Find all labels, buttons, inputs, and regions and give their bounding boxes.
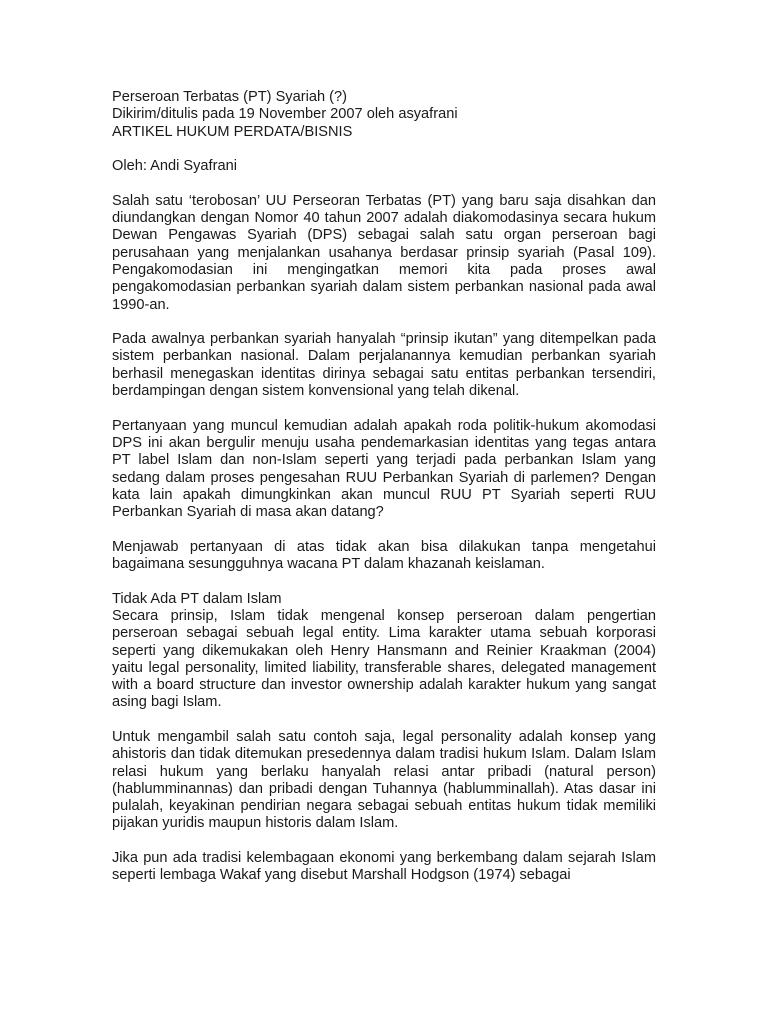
spacer xyxy=(112,175,656,192)
paragraph: Pertanyaan yang muncul kemudian adalah apakah roda politik-hukum akomodasi DPS ini akan bergulir menuju usaha pendemarkasian identitas yang tegas antara PT label Islam dan non-Islam seperti yang terjadi pada perbankan Islam yang sedang dalam proses pengesahan RUU Perbankan Syariah di parlemen? Dengan kata lain apakah dimungkinkan akan muncul RUU PT Syariah seperti RUU Perbankan Syariah di masa akan datang? xyxy=(112,417,656,521)
paragraph: Untuk mengambil salah satu contoh saja, legal personality adalah konsep yang ahistoris dan tidak ditemukan presedennya dalam tradisi hukum Islam. Dalam Islam relasi hukum yang berlaku hanyalah relasi antar pribadi (natural person) (hablumminannas) dan pribadi dengan Tuhannya (hablumminallah). Atas dasar ini pulalah, keyakinan pendirian negara sebagai sebuah entitas hukum tidak memiliki pijakan yuridis maupun historis dalam Islam. xyxy=(112,728,656,832)
spacer xyxy=(112,141,656,158)
spacer xyxy=(112,712,656,729)
article-author: Oleh: Andi Syafrani xyxy=(112,158,237,175)
section-heading: Tidak Ada PT dalam Islam xyxy=(112,590,282,607)
paragraph: Secara prinsip, Islam tidak mengenal konsep perseroan dalam pengertian perseroan sebagai sebuah legal entity. Lima karakter utama sebuah korporasi seperti yang dikemukakan oleh Henry Hansmann and Reinier Kraakman (2004) yaitu legal personality, limited liability, transferable shares, delegated management with a board structure dan investor ownership adalah karakter hukum yang sangat asing bagi Islam. xyxy=(112,607,656,711)
article-header xyxy=(112,89,656,141)
spacer xyxy=(112,573,656,590)
spacer xyxy=(112,833,656,850)
paragraph: Salah satu ‘terobosan’ UU Perseoran Terbatas (PT) yang baru saja disahkan dan diundangkan dengan Nomor 40 tahun 2007 adalah diakomodasinya secara hukum Dewan Pengawas Syariah (DPS) sebagai salah satu organ perseroan bagi perusahaan yang menjalankan usahanya berdasar prinsip syariah (Pasal 109). Pengakomodasian ini mengingatkan memori kita pada proses awal pengakomodasian perbankan syariah dalam sistem perbankan nasional pada awal 1990-an. xyxy=(112,192,656,313)
spacer xyxy=(112,400,656,417)
spacer xyxy=(112,521,656,538)
spacer xyxy=(112,314,656,331)
paragraph: Pada awalnya perbankan syariah hanyalah “prinsip ikutan” yang ditempelkan pada sistem perbankan nasional. Dalam perjalanannya kemudian perbankan syariah berhasil menegaskan identitas dirinya sebagai satu entitas perbankan tersendiri, berdampingan dengan sistem konvensional yang telah dikenal. xyxy=(112,331,656,400)
posted-info: Dikirim/ditulis pada 19 November 2007 oleh asyafrani xyxy=(112,106,458,123)
article-category: ARTIKEL HUKUM PERDATA/BISNIS xyxy=(112,123,353,140)
article-body xyxy=(112,89,656,885)
paragraph: Jika pun ada tradisi kelembagaan ekonomi yang berkembang dalam sejarah Islam seperti lembaga Wakaf yang disebut Marshall Hodgson (1974) sebagai xyxy=(112,850,656,884)
paragraph: Menjawab pertanyaan di atas tidak akan bisa dilakukan tanpa mengetahui bagaimana sesungguhnya wacana PT dalam khazanah keislaman. xyxy=(112,538,656,573)
article-title: Perseroan Terbatas (PT) Syariah (?) xyxy=(112,89,347,105)
